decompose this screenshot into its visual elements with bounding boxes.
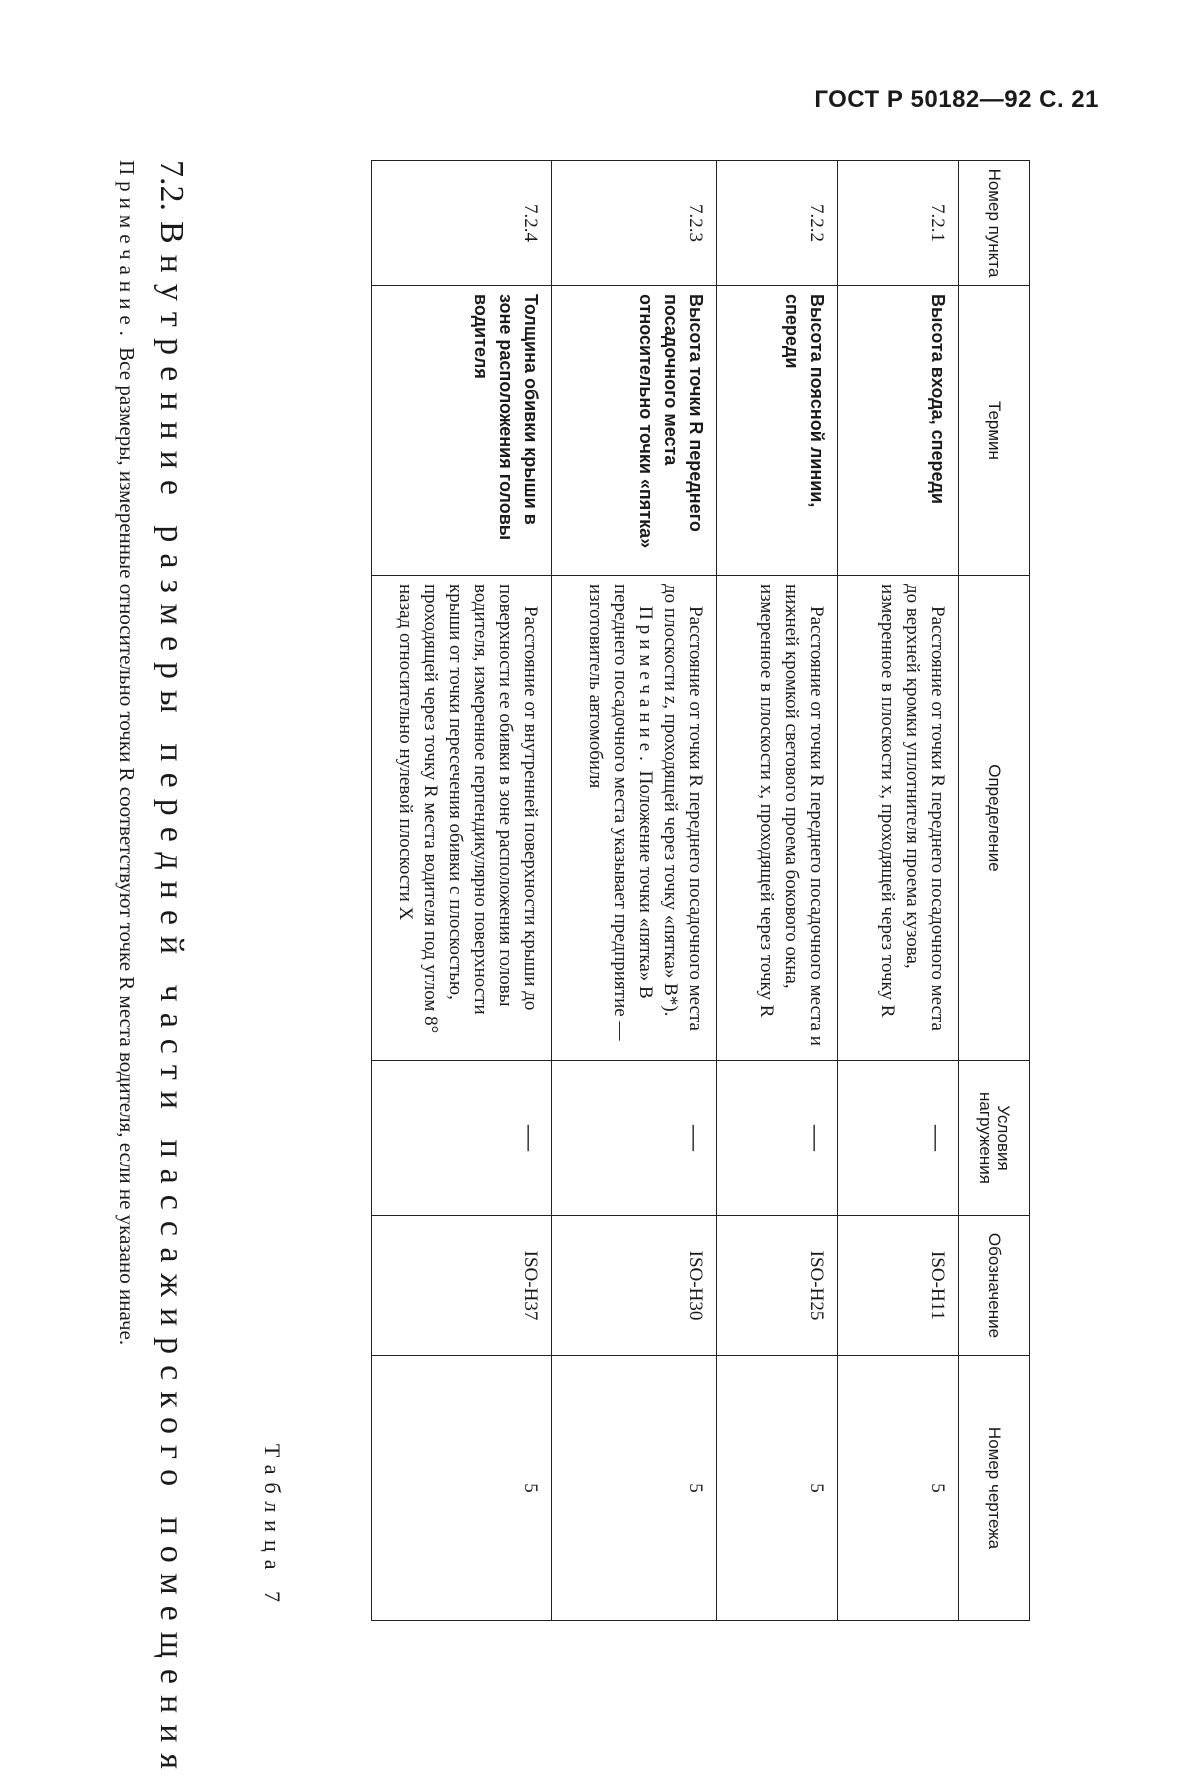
row-drawing: 5	[717, 1356, 838, 1621]
row-term: Высота поясной линии, спереди	[717, 286, 838, 576]
row-code: ISO-H37	[372, 1216, 552, 1356]
header-number: Номер пункта	[959, 161, 1030, 286]
row-code: ISO-H25	[717, 1216, 838, 1356]
table-7	[295, 160, 1030, 1620]
table-label: Таблица 7	[260, 1443, 285, 1610]
section-number: 7.2.	[153, 160, 190, 211]
row-number: 7.2.1	[838, 161, 959, 286]
definition-text: Расстояние от точки R переднего посадочного места до плоскости z, проходящей через точку «пятка» B*).	[660, 584, 706, 1031]
row-load: —	[717, 1061, 838, 1216]
section-note-label: Примечание.	[115, 160, 139, 342]
row-code: ISO-H30	[552, 1216, 717, 1356]
row-drawing: 5	[552, 1356, 717, 1621]
definition-note	[583, 584, 658, 1052]
rotated-page-content	[115, 160, 1030, 1780]
header-load: Условия нагружения	[959, 1061, 1030, 1216]
definition-note-label: Примечание.	[635, 606, 656, 766]
table-row	[372, 161, 552, 1621]
section-block	[108, 160, 190, 1780]
table-header-row	[959, 161, 1030, 1621]
header-term: Термин	[959, 286, 1030, 576]
row-definition	[552, 576, 717, 1061]
row-definition	[372, 576, 552, 1061]
section-note-text: Все размеры, измеренные относительно точки R соответствуют точке R места водителя, если не указано иначе.	[115, 347, 139, 1346]
row-term: Высота точки R переднего посадочного места относительно точки «пятка»	[552, 286, 717, 576]
definition-text: Расстояние от внутренней поверхности крыши до поверхности ее обивки в зоне расположения головы водителя, измеренное перпендикулярно поверхности крыши от точки пересечения обивки с плоскостью, проходящей через точку R места водителя под углом 8° назад относительно нулевой плоскости X	[395, 584, 541, 1034]
table-row	[552, 161, 717, 1621]
page-header: ГОСТ Р 50182—92 С. 21	[814, 86, 1099, 113]
row-load: —	[552, 1061, 717, 1216]
table-row	[717, 161, 838, 1621]
definition-text: Расстояние от точки R переднего посадочного места до верхней кромки уплотнителя проема кузова, измеренное в плоскости x, проходящей через точку R	[877, 584, 948, 1031]
table-row	[838, 161, 959, 1621]
section-title: Внутренние размеры передней части пассажирского помещения	[153, 221, 190, 1780]
row-drawing: 5	[372, 1356, 552, 1621]
header-drawing: Номер чертежа	[959, 1356, 1030, 1621]
row-load: —	[372, 1061, 552, 1216]
row-number: 7.2.3	[552, 161, 717, 286]
row-definition	[717, 576, 838, 1061]
section-heading	[152, 160, 190, 1780]
row-term: Толщина обивки крыши в зоне расположения головы водителя	[372, 286, 552, 576]
row-definition	[838, 576, 959, 1061]
header-code: Обозначение	[959, 1216, 1030, 1356]
definitions-table	[371, 160, 1030, 1621]
row-code: ISO-H11	[838, 1216, 959, 1356]
row-number: 7.2.4	[372, 161, 552, 286]
section-note	[108, 160, 146, 1620]
row-drawing: 5	[838, 1356, 959, 1621]
definition-text: Расстояние от точки R переднего посадочного места и нижней кромкой светового проема бокового окна, измеренное в плоскости x, проходящей через точку R	[756, 584, 827, 1046]
definition-note-text: Положение точки «пятка» B переднего посадочного места указывает предприятие — изготовитель автомобиля	[585, 584, 656, 1041]
row-term: Высота входа, спереди	[838, 286, 959, 576]
row-number: 7.2.2	[717, 161, 838, 286]
header-definition: Определение	[959, 576, 1030, 1061]
row-load: —	[838, 1061, 959, 1216]
